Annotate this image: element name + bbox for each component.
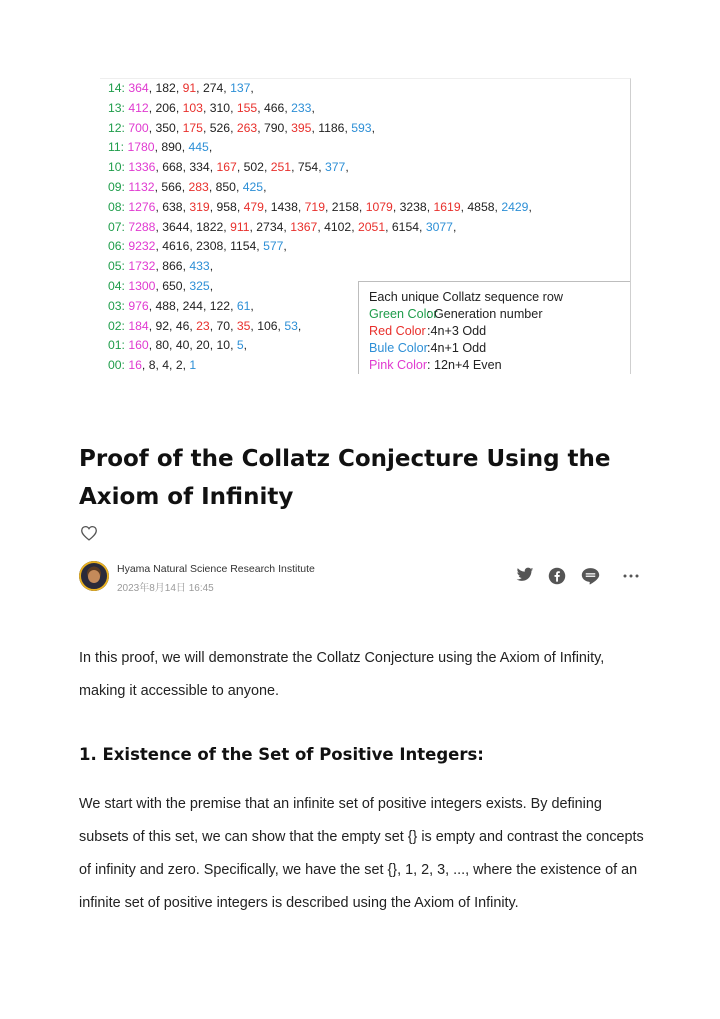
share-twitter-button[interactable]	[516, 567, 536, 585]
sequence-row: 08: 1276, 638, 319, 958, 479, 1438, 719, 2158, 1079, 3238, 1619, 4858, 2429,	[108, 199, 532, 214]
sequence-number: 251	[270, 160, 292, 175]
sequence-number: 283	[188, 179, 209, 194]
avatar[interactable]	[79, 561, 109, 591]
sequence-number: 319	[189, 199, 210, 214]
more-options-button[interactable]	[622, 568, 642, 586]
sequence-row: 09: 1132, 566, 283, 850, 425,	[108, 179, 267, 194]
sequence-number: 445	[188, 140, 209, 155]
sequence-number: 700	[128, 120, 149, 135]
sequence-number: 526	[209, 120, 231, 135]
sequence-number: 395	[291, 120, 312, 135]
sequence-row: 13: 412, 206, 103, 310, 155, 466, 233,	[108, 100, 315, 115]
sequence-row: 02: 184, 92, 46, 23, 70, 35, 106, 53,	[108, 318, 302, 333]
sequence-number: 1732	[128, 259, 156, 274]
sequence-number: 350	[155, 120, 176, 135]
sequence-number: 1336	[128, 160, 156, 175]
sequence-number: 175	[182, 120, 203, 135]
author-block	[79, 561, 659, 595]
sequence-number: 2734	[256, 219, 284, 234]
generation-label: 13:	[108, 100, 129, 115]
sequence-number: 1367	[290, 219, 318, 234]
heart-icon	[80, 525, 98, 541]
sequence-number: 1079	[365, 199, 393, 214]
sequence-number: 103	[182, 100, 203, 115]
legend-item-desc: : 12n+4 Even	[427, 358, 502, 372]
sequence-number: 310	[209, 100, 231, 115]
article-title: Proof of the Collatz Conjecture Using the Axiom of Infinity	[79, 446, 611, 510]
sequence-number: 46	[175, 318, 190, 333]
sequence-number: 364	[128, 81, 149, 95]
sequence-number: 488	[155, 298, 176, 313]
sequence-number: 1438	[270, 199, 298, 214]
sequence-number: 92	[155, 318, 170, 333]
sequence-row: 00: 16, 8, 4, 2, 1	[108, 358, 197, 373]
sequence-number: 35	[236, 318, 251, 333]
sequence-number: 790	[263, 120, 285, 135]
sequence-row: 12: 700, 350, 175, 526, 263, 790, 395, 1186, 593,	[108, 120, 375, 135]
sequence-number: 5	[236, 338, 244, 353]
sequence-number: 122	[209, 298, 231, 313]
sequence-number: 334	[189, 160, 210, 175]
sequence-number: 160	[128, 338, 149, 353]
sequence-row: 04: 1300, 650, 325,	[108, 278, 214, 293]
sequence-row: 03: 976, 488, 244, 122, 61,	[108, 298, 254, 313]
generation-label: 07:	[108, 219, 129, 234]
sequence-number: 233	[291, 100, 312, 115]
sequence-number: 911	[230, 219, 250, 234]
sequence-number: 274	[202, 81, 224, 95]
sequence-number: 577	[263, 239, 284, 254]
sequence-number: 155	[236, 100, 258, 115]
sequence-number: 3238	[399, 199, 427, 214]
generation-label: 11:	[108, 140, 128, 155]
sequence-number: 20	[196, 338, 210, 353]
sequence-number: 1	[189, 358, 197, 373]
generation-label: 06:	[108, 239, 129, 254]
collatz-figure	[100, 78, 631, 374]
sequence-number: 866	[162, 259, 183, 274]
generation-label: 14:	[108, 81, 129, 95]
legend-item-name: Green Color	[369, 307, 438, 321]
generation-label: 01:	[108, 338, 129, 353]
sequence-row: 11: 1780, 890, 445,	[108, 140, 213, 155]
legend-item-desc: :4n+1 Odd	[427, 341, 487, 355]
sequence-number: 1300	[128, 278, 156, 293]
generation-label: 08:	[108, 199, 129, 214]
sequence-number: 4858	[467, 199, 495, 214]
sequence-number: 719	[304, 199, 325, 214]
more-icon	[622, 568, 640, 584]
sequence-number: 466	[263, 100, 285, 115]
sequence-number: 2429	[501, 199, 529, 214]
sequence-number: 7288	[128, 219, 156, 234]
sequence-number: 1822	[196, 219, 224, 234]
sequence-number: 638	[162, 199, 183, 214]
sequence-number: 1154	[230, 239, 257, 254]
sequence-number: 9232	[128, 239, 156, 254]
sequence-number: 167	[216, 160, 237, 175]
intro-paragraph: In this proof, we will demonstrate the Collatz Conjecture using the Axiom of Infinity, making it accessible to anyone.	[79, 650, 605, 699]
sequence-number: 566	[161, 179, 182, 194]
legend-item-red	[369, 323, 486, 340]
figure-legend	[358, 281, 631, 374]
sequence-number: 4616	[162, 239, 190, 254]
twitter-icon	[516, 567, 534, 583]
sequence-number: 325	[189, 278, 210, 293]
sequence-number: 70	[216, 318, 231, 333]
sequence-number: 850	[215, 179, 236, 194]
sequence-number: 650	[162, 278, 183, 293]
legend-item-blue	[369, 340, 486, 357]
sequence-row: 10: 1336, 668, 334, 167, 502, 251, 754, 377,	[108, 160, 349, 175]
section-paragraph: We start with the premise that an infinite set of positive integers exists. By defining subsets of this set, we can show that the empty set {} is empty and contrast the concepts of infinity and zero. Specifically, we have the set {}, 1, 2, 3, ..., where the existence of an infinite set of positive integers is described using the Axiom of Infinity.	[79, 796, 644, 911]
generation-label: 02:	[108, 318, 129, 333]
sequence-number: 3077	[425, 219, 453, 234]
sequence-number: 754	[297, 160, 319, 175]
sequence-number: 502	[243, 160, 264, 175]
sequence-row: 07: 7288, 3644, 1822, 911, 2734, 1367, 4102, 2051, 6154, 3077,	[108, 219, 457, 234]
sequence-number: 184	[128, 318, 149, 333]
sequence-number: 80	[155, 338, 170, 353]
sequence-number: 668	[162, 160, 183, 175]
sequence-number: 1186	[318, 120, 345, 135]
generation-label: 12:	[108, 120, 129, 135]
sequence-number: 2051	[358, 219, 386, 234]
sequence-number: 61	[236, 298, 251, 313]
sequence-number: 244	[182, 298, 203, 313]
legend-item-desc: :4n+3 Odd	[427, 324, 487, 338]
publish-date: 2023年8月14日 16:45	[117, 583, 214, 594]
generation-label: 03:	[108, 298, 129, 313]
sequence-number: 377	[325, 160, 346, 175]
generation-label: 04:	[108, 278, 129, 293]
line-icon	[581, 567, 600, 585]
sequence-number: 958	[216, 199, 237, 214]
sequence-number: 1276	[128, 199, 156, 214]
sequence-row: 14: 364, 182, 91, 274, 137,	[108, 81, 254, 95]
sequence-number: 263	[236, 120, 258, 135]
generation-label: 09:	[108, 179, 129, 194]
generation-label: 00:	[108, 358, 129, 373]
sequence-number: 890	[161, 140, 182, 155]
sequence-number: 1132	[128, 179, 155, 194]
sequence-number: 4102	[324, 219, 352, 234]
facebook-icon	[548, 567, 566, 585]
legend-item-name: Red Color	[369, 324, 426, 338]
legend-item-name: Bule Color	[369, 341, 428, 355]
sequence-number: 206	[155, 100, 176, 115]
generation-label: 05:	[108, 259, 129, 274]
sequence-number: 2308	[196, 239, 224, 254]
sequence-number: 1780	[127, 140, 155, 155]
sequence-number: 976	[128, 298, 149, 313]
author-name[interactable]: Hyama Natural Science Research Institute	[117, 563, 315, 575]
legend-title: Each unique Collatz sequence row	[369, 290, 563, 304]
sequence-number: 433	[189, 259, 210, 274]
sequence-number: 1619	[433, 199, 461, 214]
sequence-number: 137	[230, 81, 251, 95]
like-button[interactable]	[80, 525, 98, 541]
sequence-row: 06: 9232, 4616, 2308, 1154, 577,	[108, 239, 287, 254]
sequence-number: 479	[243, 199, 264, 214]
sequence-number: 106	[257, 318, 278, 333]
sequence-number: 10	[216, 338, 231, 353]
sequence-number: 91	[182, 81, 197, 95]
share-facebook-button[interactable]	[548, 567, 568, 585]
sequence-number: 16	[128, 358, 142, 373]
sequence-number: 593	[351, 120, 372, 135]
sequence-number: 2158	[331, 199, 359, 214]
sequence-number: 8	[148, 358, 156, 373]
sequence-number: 2	[175, 358, 183, 373]
sequence-number: 53	[284, 318, 298, 333]
share-line-button[interactable]	[581, 567, 601, 585]
section-heading: 1. Existence of the Set of Positive Integers:	[79, 745, 484, 764]
sequence-number: 23	[196, 318, 210, 333]
sequence-row: 01: 160, 80, 40, 20, 10, 5,	[108, 338, 248, 353]
sequence-number: 182	[155, 81, 176, 95]
sequence-row: 05: 1732, 866, 433,	[108, 259, 214, 274]
sequence-number: 40	[175, 338, 190, 353]
sequence-number: 3644	[162, 219, 190, 234]
sequence-number: 412	[128, 100, 149, 115]
generation-label: 10:	[108, 160, 129, 175]
sequence-number: 425	[242, 179, 264, 194]
legend-item-name: Pink Color	[369, 358, 428, 372]
legend-item-pink	[369, 357, 502, 374]
legend-item-green	[369, 306, 543, 323]
legend-item-desc: : Generation number	[427, 307, 543, 321]
sequence-number: 6154	[391, 219, 420, 234]
sequence-number: 4	[162, 358, 170, 373]
